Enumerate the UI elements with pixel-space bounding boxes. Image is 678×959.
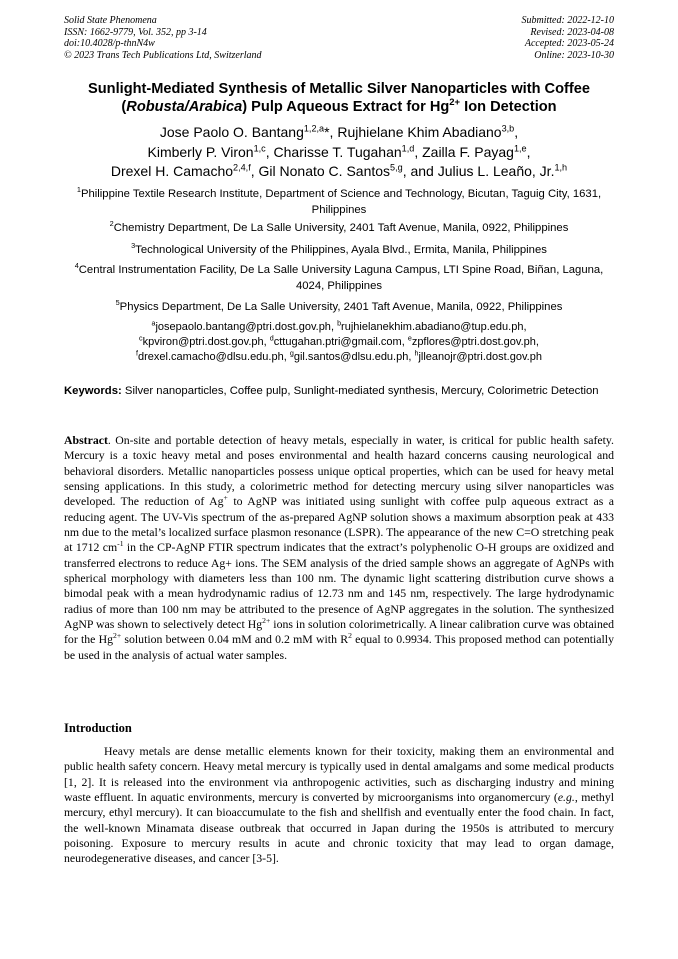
keywords — [64, 384, 614, 399]
author-name: Gil Nonato C. Santos — [258, 163, 391, 179]
email-sep: , — [330, 321, 338, 333]
email-link[interactable]: cttugahan.ptri@gmail.com — [273, 336, 402, 349]
email-sep: , — [408, 351, 415, 364]
author-sup: 1,e — [513, 142, 527, 153]
author-sep: , — [250, 163, 259, 179]
email-link[interactable]: drexel.camacho@dlsu.edu.ph — [138, 351, 284, 364]
author-sep: , — [526, 143, 531, 160]
email-list — [64, 320, 614, 366]
abstract-text: equal to 0.9934. This proposed method can potentially be used in the analysis of actual water samples. — [64, 632, 614, 662]
affiliation-number: 2 — [109, 219, 114, 229]
affiliation-text: Philippine Textile Research Institute, Department of Science and Technology, Bicutan, Taguig City, 1631, Philippines — [80, 188, 602, 216]
author-sup: 1,2,a — [303, 123, 325, 134]
title-superscript: 2+ — [449, 96, 461, 108]
email-link[interactable]: zpflores@ptri.dost.gov.ph — [411, 336, 536, 349]
email-marker: e — [407, 334, 412, 343]
author-name: Kimberly P. Viron — [147, 143, 254, 160]
author-sep: , and — [402, 163, 438, 179]
journal-doi: doi:10.4028/p-thnN4w — [64, 38, 155, 49]
journal-issn: ISSN: 1662-9779, Vol. 352, pp 3-14 — [64, 26, 207, 38]
abstract-text: in the CP-AgNP FTIR spectrum indicates that the extract’s polyphenolic O-H groups are oxidized and transferred electrons to reduce Ag+ ions. The SEM analysis of the dried sample shows an aggregate of AgNPs with spherical morphology with diameters less than 100 nm. The dynamic light scattering distribution curve shows a bimodal peak with a mean hydrodynamic radius of 12.73 nm and 145 nm, respectively. The large hydrodynamic radius of more than 100 nm may be attributed to the presence of AgNP aggregates in the solution. The synthesized AgNP was shown to selectively detect Hg — [64, 540, 614, 632]
affiliation-text: Technological University of the Philippines, Ayala Blvd., Ermita, Manila, Philippines — [135, 244, 547, 256]
abstract-label: Abstract — [64, 433, 108, 447]
email-sep: , — [283, 351, 290, 364]
affiliation-2 — [64, 221, 614, 237]
email-marker: f — [136, 349, 139, 358]
abstract-sup: 2+ — [113, 631, 122, 641]
affiliation-text: Physics Department, De La Salle University, 2401 Taft Avenue, Manila, 0922, Philippines — [119, 301, 563, 313]
author-sep: *, — [324, 124, 338, 140]
affiliation-number: 4 — [74, 261, 79, 271]
email-sep: , — [535, 336, 539, 349]
title-middle: ) Pulp Aqueous Extract for Hg — [242, 98, 450, 115]
email-sep: , — [523, 321, 527, 333]
affiliation-text: Central Instrumentation Facility, De La Salle University Laguna Campus, LTI Spine Road, Biñan, Laguna, 4024, Philippines — [78, 264, 604, 292]
email-marker: a — [151, 319, 156, 328]
introduction-paragraph — [64, 744, 614, 867]
author-name: Charisse T. Tugahan — [273, 143, 402, 160]
email-marker: g — [289, 349, 294, 358]
author-sep: , — [265, 143, 274, 160]
paper-title — [56, 81, 622, 116]
title-italic-part: Robusta/Arabica — [126, 98, 243, 115]
email-marker: b — [337, 319, 342, 328]
intro-text: , methyl mercury, ethyl mercury). It can bioaccumulate to the fish and shellfish and eventually enter the food chain. In fact, the well-known Minamata disease outbreak that occurred in Japan during the 1950s is attributed to mercury poisoning. Exposure to mercury results in acute and chronic toxicity that may lead to organ damage, neurodegenerative diseases, and cancer [3-5]. — [64, 790, 614, 866]
email-link[interactable]: rujhielanekhim.abadiano@tup.edu.ph — [341, 321, 524, 333]
affiliation-4 — [64, 263, 614, 294]
journal-name: Solid State Phenomena — [64, 15, 157, 26]
journal-copyright: © 2023 Trans Tech Publications Ltd, Switzerland — [64, 49, 262, 61]
affiliation-1 — [64, 187, 614, 218]
abstract-text: to AgNP was initiated using sunlight with coffee pulp aqueous extract as a reducing agent. The UV-Vis spectrum of the as-prepared AgNP solution shows a maximum absorption peak at 433 nm due to the metal’s localized surface plasmon resonance (LSPR). The appearance of the new C=O stretching peak at 1712 cm — [64, 494, 614, 555]
journal-info — [64, 15, 262, 61]
author-sup: 1,c — [253, 142, 266, 153]
abstract-sup: 2 — [348, 631, 352, 641]
author-name: Julius L. Leaño, Jr. — [437, 163, 555, 179]
author-sup: 5,g — [390, 162, 403, 173]
date-submitted: Submitted: 2022-12-10 — [521, 15, 614, 26]
date-accepted: Accepted: 2023-05-24 — [524, 38, 614, 49]
title-open-paren: ( — [121, 98, 127, 115]
keywords-text: Silver nanoparticles, Coffee pulp, Sunlight-mediated synthesis, Mercury, Colorimetric Detection — [121, 385, 599, 397]
intro-text: Heavy metals are dense metallic elements known for their toxicity, making them an environmental and public health safety concern. Heavy metal mercury is typically used in dental amalgams and some medical products [1, 2]. It is released into the environment via anthropogenic activities, such as discharging industry and mining waste effluent. In aquatic environments, mercury is converted by microorganisms into organomercury ( — [64, 744, 614, 805]
affiliation-number: 3 — [131, 241, 136, 251]
author-sup: 2,4,f — [233, 162, 251, 173]
email-marker: h — [414, 349, 419, 358]
email-link[interactable]: gil.santos@dlsu.edu.ph — [293, 351, 409, 364]
abstract — [64, 433, 614, 663]
abstract-text: . On-site and portable detection of heavy metals, especially in water, is critical for public health safety. Mercury is a toxic heavy metal and poses environmental and health hazard concerns causing neurological and behavioral disorders. Metallic nanoparticles possess unique optical properties, which can be used for heavy metal sensing applications. In this study, a colorimetric method for detecting mercury using silver nanoparticles was developed. The reduction of Ag — [64, 433, 614, 509]
abstract-sup: 2+ — [262, 616, 271, 626]
email-marker: c — [139, 334, 143, 343]
author-name: Rujhielane Khim Abadiano — [337, 124, 502, 140]
email-link[interactable]: kpviron@ptri.dost.gov.ph — [142, 336, 264, 349]
date-online: Online: 2023-10-30 — [534, 49, 614, 61]
affiliation-3 — [64, 243, 614, 259]
author-sup: 1,h — [554, 162, 568, 173]
author-list — [56, 123, 622, 182]
affiliation-text: Chemistry Department, De La Salle University, 2401 Taft Avenue, Manila, 0922, Philippines — [113, 222, 569, 234]
introduction-heading: Introduction — [64, 721, 132, 735]
affiliation-5 — [64, 300, 614, 316]
author-name: Jose Paolo O. Bantang — [159, 124, 304, 140]
abstract-text: solution between 0.04 mM and 0.2 mM with R — [121, 632, 349, 647]
title-end: Ion Detection — [460, 98, 557, 115]
abstract-sup: + — [223, 493, 228, 503]
author-sep: , — [414, 143, 423, 160]
keywords-label: Keywords: — [64, 385, 122, 397]
author-sup: 1,d — [401, 142, 415, 153]
abstract-text: ions in solution colorimetrically. A linear calibration curve was obtained for the Hg — [64, 617, 614, 647]
author-sep: , — [514, 124, 519, 140]
email-link[interactable]: jlleanojr@ptri.dost.gov.ph — [418, 351, 542, 364]
abstract-sup: -1 — [117, 539, 124, 549]
email-marker: d — [269, 334, 274, 343]
date-revised: Revised: 2023-04-08 — [530, 26, 614, 38]
author-name: Zailla F. Payag — [422, 143, 514, 160]
email-sep: , — [263, 336, 270, 349]
intro-eg: e.g. — [557, 790, 575, 805]
email-sep: , — [401, 336, 408, 349]
author-name: Drexel H. Camacho — [110, 163, 234, 179]
publication-dates — [522, 15, 615, 61]
author-sup: 3,b — [501, 123, 515, 134]
affiliation-number: 5 — [115, 298, 120, 308]
affiliation-number: 1 — [76, 185, 81, 195]
email-link[interactable]: josepaolo.bantang@ptri.dost.gov.ph — [155, 321, 331, 333]
title-line-1: Sunlight-Mediated Synthesis of Metallic Silver Nanoparticles with Coffee — [88, 81, 590, 97]
